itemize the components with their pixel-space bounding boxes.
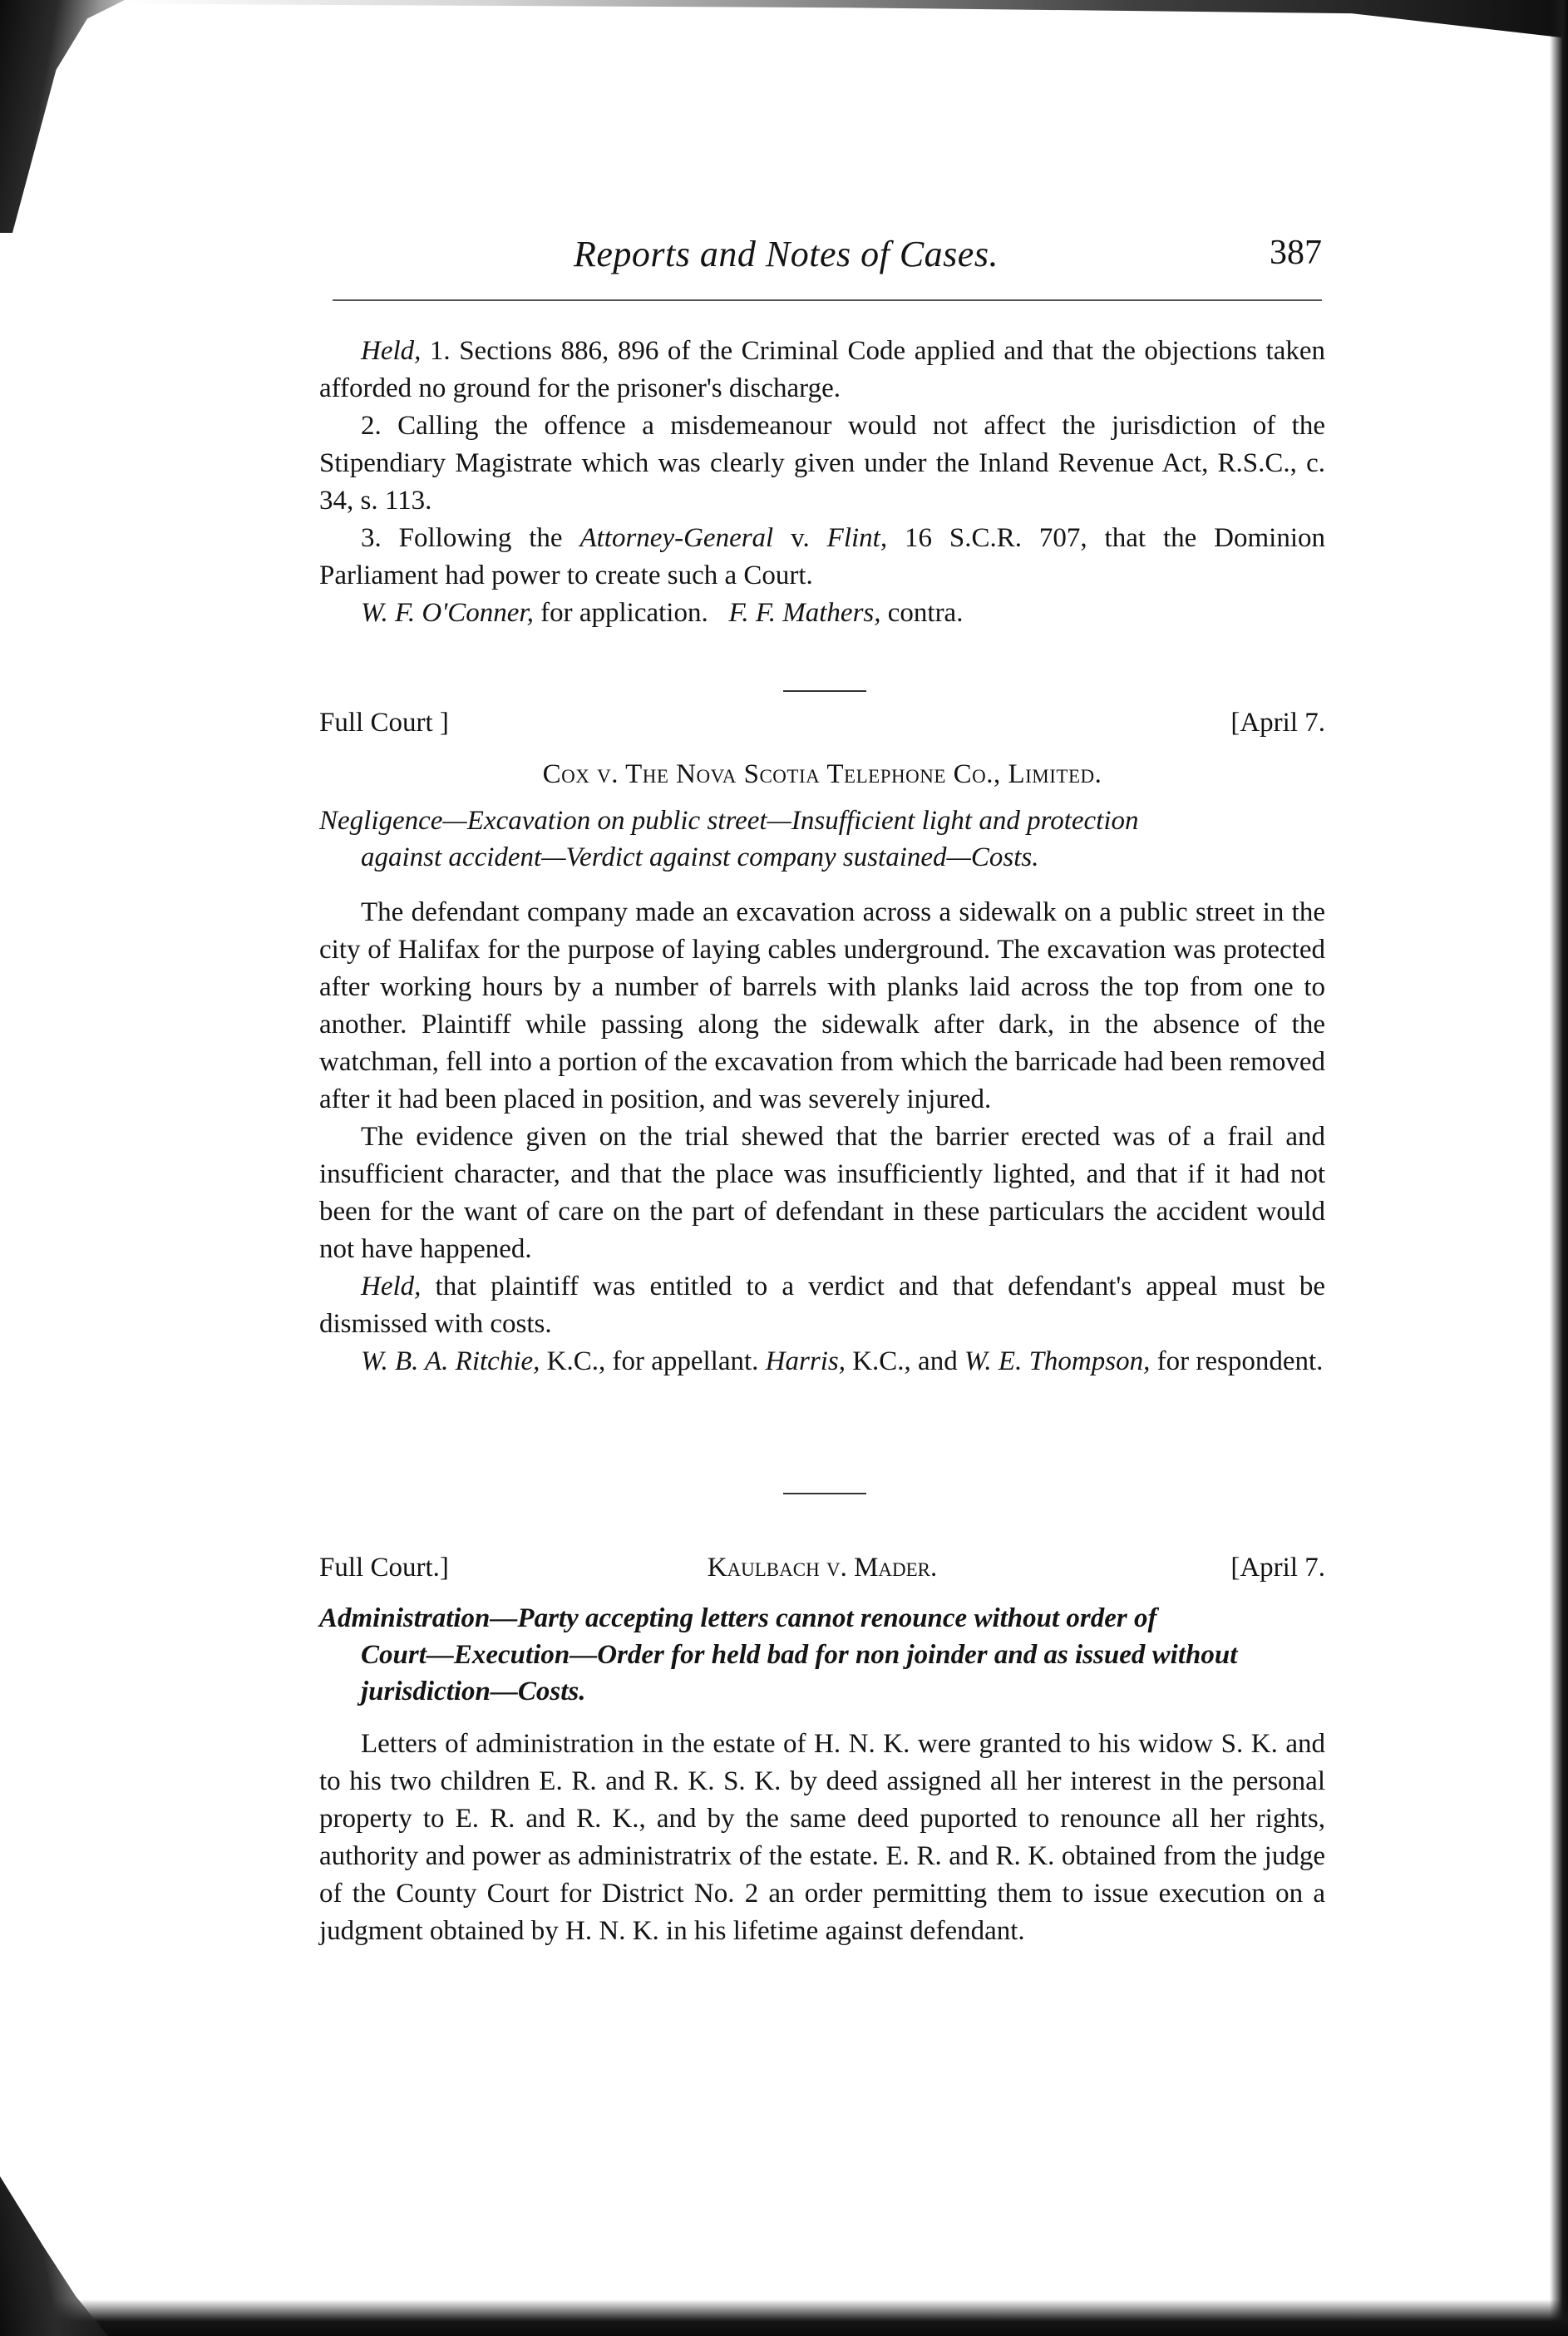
held-label: Held, (361, 336, 422, 366)
counsel-name-b: Harris, (765, 1346, 846, 1376)
case3-para-1: Letters of administration in the estate of H. N. K. were granted to his widow S. K. and to his two children E. R. and R. K. S. K. by deed assigned all her interest in the personal property to E. R. and R. K., and by the same deed puported to renounce all her rights, authority and power as administratrix of the estate. E. R. and R. K. obtained from the judge of the County Court for District No. 2 an order permitting them to issue execution on a judgment obtained by H. N. K. in his lifetime against defendant. (319, 1729, 1325, 1946)
counsel-name-b: F. F. Mathers, (728, 598, 881, 628)
counsel-role-b: contra. (880, 598, 964, 628)
counsel-role-a: K.C., for appellant. (540, 1346, 766, 1376)
case2-para-2: The evidence given on the trial shewed that the barrier erected was of a frail and insufficient character, and that the place was insufficiently lighted, and that if it had not been for the want of care on the part of defendant in these particulars the accident would not have happened. (319, 1122, 1325, 1264)
held-3-text-a: 3. Following the (361, 523, 580, 553)
counsel-role-c: for respondent. (1150, 1346, 1324, 1376)
case-title: Kaulbach v. Mader. (707, 1553, 938, 1583)
held-1 (319, 333, 1325, 407)
headnote-line-1: Negligence—Excavation on public street—Insufficient light and protection (319, 806, 1139, 836)
case-title: Cox v. The Nova Scotia Telephone Co., Limited. (542, 759, 1102, 789)
case2-held (319, 1268, 1325, 1343)
case2-court-line (319, 704, 1325, 742)
counsel-line (319, 595, 1325, 632)
held-3-v: v. (773, 523, 827, 553)
case-separator (783, 690, 866, 692)
case1-body (319, 333, 1325, 632)
case2-counsel (319, 1343, 1325, 1380)
cited-case-b: Flint, (826, 523, 888, 553)
held-text: that plaintiff was entitled to a verdict and that defendant's appeal must be dismissed with costs. (319, 1272, 1325, 1339)
counsel-name-a: W. F. O'Conner, (361, 598, 534, 628)
court-label: Full Court ] (319, 708, 449, 738)
case-date: [April 7. (1230, 1553, 1325, 1583)
case-date: [April 7. (1230, 708, 1325, 738)
counsel-role-b: K.C., and (845, 1346, 964, 1376)
held-1-text: 1. Sections 886, 896 of the Criminal Code applied and that the objections taken afforded no ground for the prisoner's discharge. (319, 336, 1325, 403)
case-separator (783, 1493, 866, 1494)
cited-case-a: Attorney-General (579, 523, 774, 553)
running-title: Reports and Notes of Cases. (574, 234, 998, 274)
case3-court-line (319, 1548, 1325, 1587)
running-header (316, 226, 1322, 293)
header-rule (333, 299, 1322, 301)
held-2: 2. Calling the offence a misdemeanour would not affect the jurisdiction of the Stipendiary Magistrate which was clearly given under the Inland Revenue Act, R.S.C., c. 34, s. 113. (319, 411, 1325, 516)
case2-body (319, 894, 1325, 1380)
held-label: Held, (361, 1272, 422, 1301)
headnote-line-2: Court—Execution—Order for held bad for non joinder and as issued without jurisdiction—Costs. (361, 1640, 1238, 1706)
case3-body (319, 1726, 1325, 1950)
court-label: Full Court.] (319, 1553, 449, 1583)
counsel-role-a: for application. (533, 598, 708, 628)
held-3 (319, 520, 1325, 595)
counsel-name-c: W. E. Thompson, (964, 1346, 1151, 1376)
case2-headnote (319, 803, 1325, 876)
headnote-line-2: against accident—Verdict against company sustained—Costs. (361, 842, 1039, 872)
page-number: 387 (1270, 234, 1322, 272)
case3-headnote (319, 1600, 1325, 1710)
case2-para-1: The defendant company made an excavation across a sidewalk on a public street in the city of Halifax for the purpose of laying cables underground. The excavation was protected after working hours by a number of barrels with planks laid across the top from one to another. Plaintiff while passing along the sidewalk after dark, in the absence of the watchman, fell into a portion of the excavation from which the barricade had been removed after it had been placed in position, and was severely injured. (319, 897, 1325, 1114)
headnote-line-1: Administration—Party accepting letters cannot renounce without order of (319, 1603, 1157, 1633)
counsel-name-a: W. B. A. Ritchie, (361, 1346, 540, 1376)
held-3-text-b: 16 S.C.R. 707, that the Dominion Parliament had power to create such a Court. (319, 523, 1326, 590)
